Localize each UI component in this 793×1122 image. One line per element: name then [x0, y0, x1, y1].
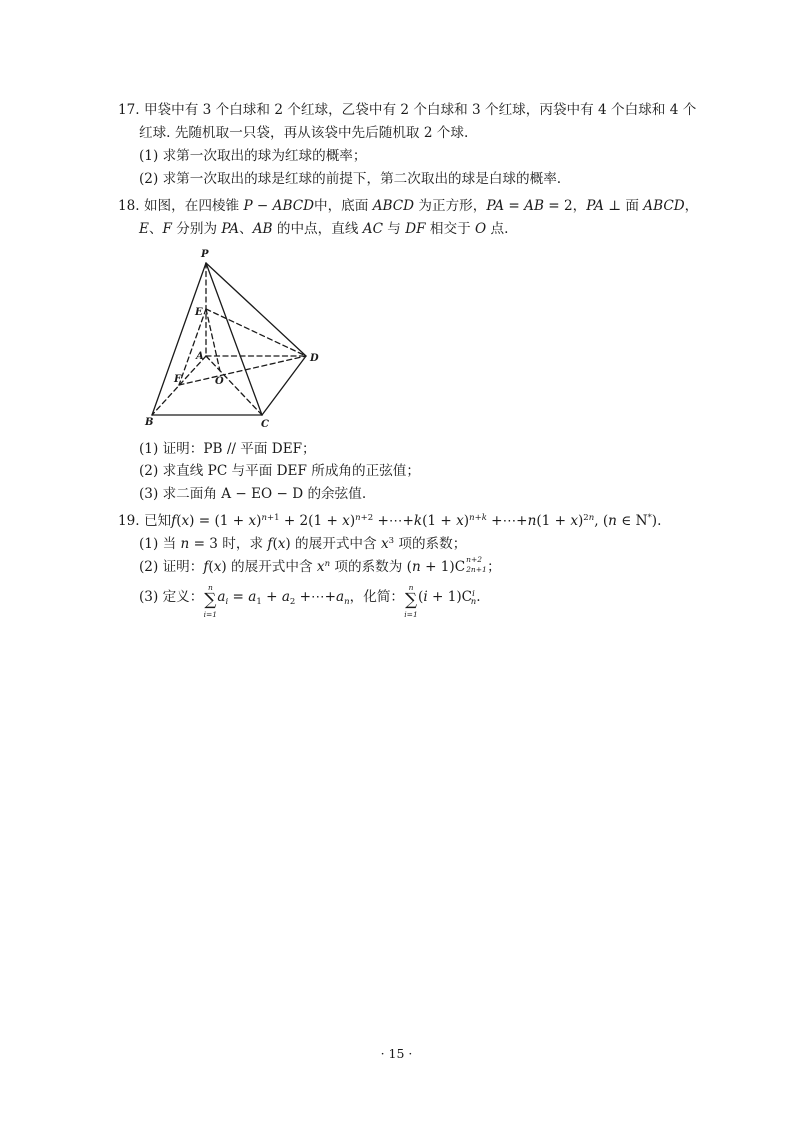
q19-text: ，化简：: [349, 589, 405, 605]
q19-text: 的展开式中含: [231, 559, 313, 575]
q19-text: (2) 证明：: [139, 559, 204, 575]
q18-part-2: (2) 求直线 PC 与平面 DEF 所成角的正弦值；: [139, 463, 420, 479]
q18-number: 18.: [118, 198, 140, 214]
label-O: O: [215, 376, 224, 387]
q18-text: 点.: [490, 221, 509, 237]
q18-text: 的中点，直线: [276, 221, 359, 237]
q17-line-1: [118, 101, 696, 119]
label-D: D: [310, 353, 319, 364]
q18-text: 相交于: [429, 221, 471, 237]
q19-part-2: (2) 证明：f(x) 的展开式中含 $x^n$ 项的系数为 (n + 1)C n+2 2n+1 ；: [139, 555, 501, 575]
combination-index: n+2 2n+1: [466, 555, 487, 574]
q18-line-1: 18. 如图，在四棱锥 P − ABCD中，底面 ABCD 为正方形，PA = AB = 2，PA ⊥ 面 ABCD，: [118, 198, 699, 214]
q19-part-1: (1) 当 n = 3 时，求 f(x) 的展开式中含 $x^3$ 项的系数；: [139, 536, 467, 552]
q19-text: 时，求: [222, 536, 264, 552]
pyramid-figure: [140, 245, 330, 430]
label-B: B: [145, 417, 154, 428]
label-A: A: [196, 351, 204, 362]
q18-part-1: (1) 证明：PB // 平面 DEF；: [139, 441, 316, 457]
q18-text: 面: [625, 198, 639, 214]
segment-ED: [206, 309, 306, 356]
edge-PC: [206, 263, 262, 415]
q19-text: (1) 当: [139, 536, 177, 552]
q18-text: 中，底面: [314, 198, 369, 214]
q18-text: 如图，在四棱锥: [143, 198, 240, 214]
q18-part-3: (3) 求二面角 A − EO − D 的余弦值.: [139, 486, 367, 502]
label-C: C: [261, 419, 269, 430]
summation-symbol: n ∑ i=1: [404, 583, 418, 619]
q18-text: 为正方形，: [418, 198, 487, 214]
q19-text: 的展开式中含: [295, 536, 377, 552]
q19-text: (3) 定义：: [139, 589, 204, 605]
edge-PB: [152, 263, 206, 415]
q17-stem-2: 红球. 先随机取一只袋，再从该袋中先后随机取 2 个球.: [139, 125, 469, 141]
q19-text: 项的系数；: [398, 536, 467, 552]
q19-part-3: (3) 定义： n ∑ i=1 $a_i = a_1 + a_2$ $+\cdots+a_n$，化简： n ∑ i=1 $(i + 1)C^i_n$.: [139, 583, 481, 619]
q18-text: 分别为: [176, 221, 218, 237]
label-P: P: [201, 249, 209, 260]
edge-PD: [206, 263, 306, 356]
q19-text: 已知: [143, 513, 172, 529]
label-F: F: [174, 374, 182, 385]
q18-text: ，: [684, 198, 699, 214]
q17-part-1: (1) 求第一次取出的球为红球的概率；: [139, 148, 367, 164]
summation-symbol: n ∑ i=1: [203, 583, 218, 619]
q17-stem-1: 甲袋中有 3 个白球和 2 个红球，乙袋中有 2 个白球和 3 个红球，丙袋中有 4 个白球和 4 个: [143, 102, 697, 118]
q18-line-2: E、F 分别为 PA、AB 的中点，直线 AC 与 DF 相交于 O 点.: [139, 221, 509, 237]
q17-number: 17.: [118, 102, 140, 118]
q19-line-1: 19. 已知$f(x) = (1 + x)^{n+1} + 2(1 + x)^{n+2}$ +⋯+k(1 + x)$^{n+k}$ +⋯+n(1 + x)$^{2n}$, (n ∈ N*).: [118, 513, 662, 529]
segment-EF: [179, 309, 206, 385]
q19-text: 项的系数为: [334, 559, 403, 575]
q18-text: 与: [387, 221, 401, 237]
q17-line-2: [139, 124, 468, 142]
q19-number: 19.: [118, 513, 140, 529]
segment-EO: [206, 309, 220, 371]
q17-part-2: (2) 求第一次取出的球是红球的前提下，第二次取出的球是白球的概率.: [139, 171, 562, 187]
page-number: · 15 ·: [380, 1046, 413, 1061]
label-E: E: [195, 307, 203, 318]
edge-CD: [262, 356, 306, 415]
q18-text: ，: [572, 198, 587, 214]
